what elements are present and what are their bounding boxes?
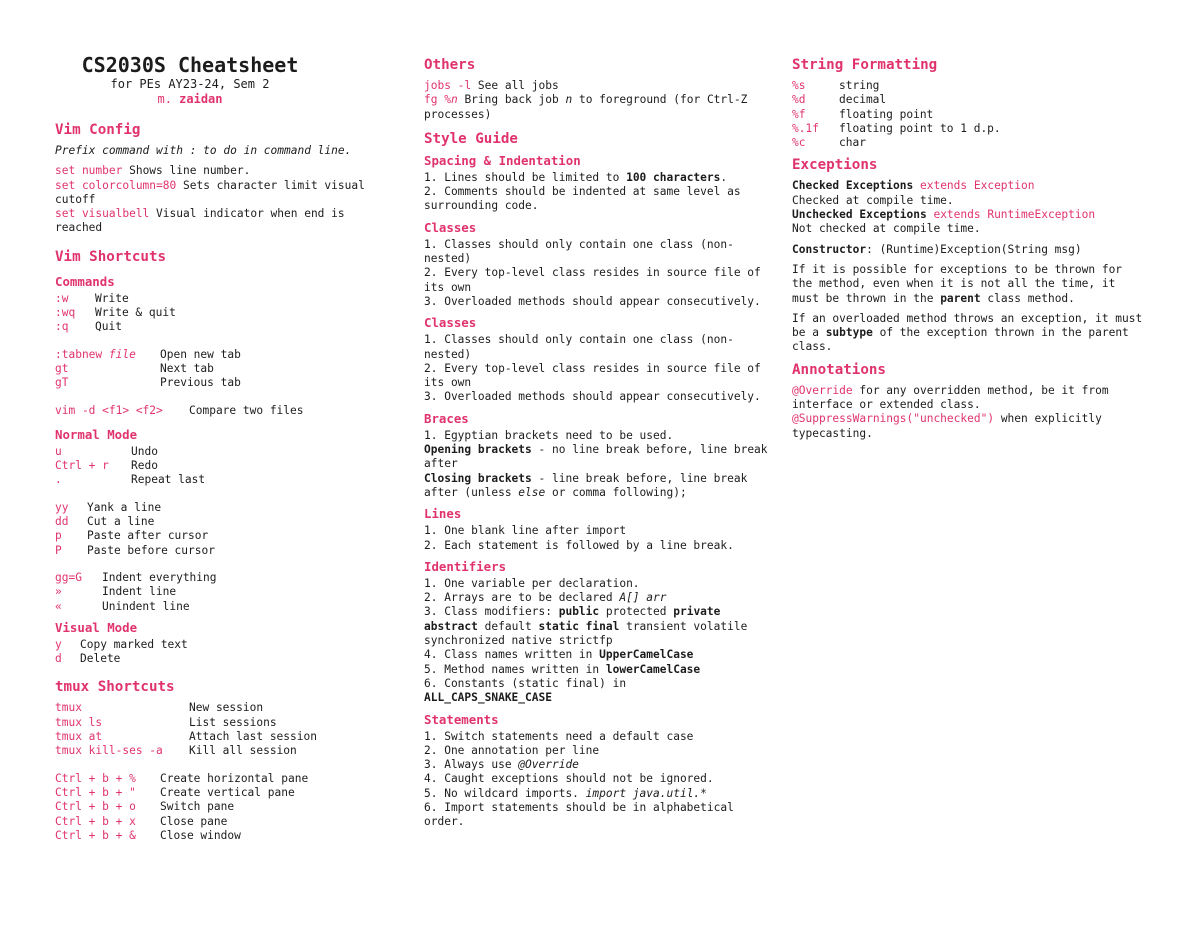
shortcut-row: [55, 473, 390, 487]
spacing-heading: Spacing & Indentation: [424, 152, 581, 168]
tmux-panes-list: [55, 772, 390, 843]
identifiers-heading: Identifiers: [424, 558, 507, 574]
config-cmd: set colorcolumn=80: [55, 178, 177, 192]
unchecked-exceptions: Unchecked Exceptions extends RuntimeException: [792, 208, 1096, 222]
others-fg: fg %n Bring back job n to foreground (for Ctrl-Z processes): [424, 93, 748, 121]
format-key: %c: [792, 136, 806, 150]
shortcut-desc: Close window: [160, 828, 241, 842]
column-2: [424, 52, 774, 830]
shortcut-key: vim -d <f1> <f2>: [55, 403, 163, 417]
lines-list: [424, 524, 774, 553]
list-item: 1. Classes should only contain one class (non-nested): [424, 333, 734, 361]
list-item: 1. Classes should only contain one class (non-nested): [424, 237, 734, 266]
shortcut-desc: Indent everything: [102, 570, 217, 584]
tmux-sessions-list: [55, 701, 390, 758]
shortcut-row: [55, 716, 390, 730]
shortcut-row: [55, 320, 390, 334]
shortcut-key: gg=G: [55, 570, 82, 584]
tabs-list: [55, 348, 390, 391]
format-row: [792, 93, 1147, 107]
commands-heading: Commands: [55, 273, 115, 289]
shortcut-key: :wq: [55, 306, 76, 320]
normal-list-1: [55, 445, 390, 488]
shortcut-key: gt: [55, 361, 69, 375]
commands-list: [55, 292, 390, 335]
shortcut-row: [55, 585, 390, 599]
shortcut-key: tmux at: [55, 730, 103, 744]
shortcut-row: [55, 459, 390, 473]
string-formatting-heading: String Formatting: [792, 57, 938, 73]
checked-exceptions: Checked Exceptions extends Exception: [792, 179, 1035, 193]
config-cmd: set visualbell: [55, 207, 150, 221]
shortcut-key: :w: [55, 291, 69, 305]
vim-config-list: [55, 164, 390, 235]
shortcut-row: [55, 544, 390, 558]
author-initial: m.: [157, 92, 172, 106]
shortcut-desc: New session: [189, 701, 264, 715]
normal-mode-heading: Normal Mode: [55, 426, 138, 442]
config-desc: Shows line number.: [122, 164, 251, 178]
shortcut-row: [55, 744, 390, 758]
shortcut-row: [55, 571, 390, 585]
list-item: 3. Overloaded methods should appear consecutively.: [424, 390, 761, 404]
shortcut-key: d: [55, 652, 62, 666]
vim-config-item: [55, 179, 390, 208]
identifiers-list: 1. One variable per declaration. 2. Arrays are to be declared A[] arr 3. Class modifiers: public protected private abstract default static final transient volatile synchronized native strictfp 4. Class names written in UpperCamelCase 5. Method names written in lowerCamelCase 6. Constants (static final) in ALL_CAPS_SNAKE_CASE: [424, 576, 748, 705]
statements-heading: Statements: [424, 711, 499, 727]
format-row: [792, 108, 1147, 122]
shortcut-key: Ctrl + b + ": [55, 785, 136, 799]
shortcut-desc: Create horizontal pane: [160, 771, 309, 785]
shortcut-row: [55, 376, 390, 390]
shortcut-key: :q: [55, 320, 69, 334]
page-title: CS2030S Cheatsheet: [81, 53, 299, 77]
shortcut-key: Ctrl + b + o: [55, 800, 136, 814]
list-item: 2. Every top-level class resides in source file of its own: [424, 361, 761, 390]
list-item: 2. Each statement is followed by a line break.: [424, 538, 734, 552]
shortcut-key: :tabnew file: [55, 347, 136, 361]
shortcut-desc: Repeat last: [131, 473, 206, 487]
shortcut-desc: Undo: [131, 444, 158, 458]
shortcut-row: [55, 800, 390, 814]
format-key: %s: [792, 79, 806, 92]
vim-config-item: [55, 164, 390, 178]
constructor: Constructor: (Runtime)Exception(String msg): [792, 242, 1082, 256]
jobs-cmd: jobs -l: [424, 79, 472, 92]
shortcut-key: tmux ls: [55, 715, 103, 729]
classes-heading: Classes: [424, 219, 477, 235]
column-1: [55, 52, 390, 856]
format-row: [792, 136, 1147, 150]
shortcut-key: tmux: [55, 701, 82, 715]
shortcut-desc: Kill all session: [189, 744, 297, 758]
shortcut-desc: Create vertical pane: [160, 785, 295, 799]
classes-heading-repeat: Classes: [424, 315, 477, 331]
shortcut-row: [55, 786, 390, 800]
shortcut-key: Ctrl + b + &: [55, 828, 136, 842]
shortcut-key: tmux kill-ses -a: [55, 744, 163, 758]
shortcut-row: [55, 701, 390, 715]
config-desc: Sets character limit visual cutoff: [55, 178, 365, 206]
shortcut-row: [55, 306, 390, 320]
shortcut-key: dd: [55, 515, 69, 529]
shortcut-desc: Open new tab: [160, 347, 241, 361]
classes-list-repeat: [424, 333, 774, 404]
exceptions-overload-rule: If an overloaded method throws an exception, it must be a subtype of the exception thrown in the parent class.: [792, 311, 1143, 354]
lines-heading: Lines: [424, 506, 462, 522]
shortcut-desc: Yank a line: [87, 500, 162, 514]
shortcut-key: Ctrl + r: [55, 459, 109, 473]
shortcut-key: »: [55, 585, 62, 599]
normal-list-2: [55, 501, 390, 558]
format-desc: floating point to 1 d.p.: [839, 121, 1001, 135]
exceptions-parent-rule: If it is possible for exceptions to be thrown for the method, even when it is not all the time, it must be thrown in the parent class method.: [792, 262, 1123, 305]
shortcut-desc: Paste after cursor: [87, 529, 209, 543]
list-item: 1. One blank line after import: [424, 524, 627, 538]
shortcut-row: [55, 652, 390, 666]
format-desc: decimal: [839, 93, 887, 107]
shortcut-row: [55, 529, 390, 543]
braces-heading: Braces: [424, 410, 469, 426]
annotation-override: @Override for any overridden method, be it from interface or extended class.: [792, 383, 1109, 412]
shortcut-row: [55, 515, 390, 529]
shortcut-key: Ctrl + b + %: [55, 771, 136, 785]
page-subtitle: for PEs AY23-24, Sem 2: [110, 77, 270, 91]
shortcut-key: p: [55, 529, 62, 543]
shortcut-key: u: [55, 444, 62, 458]
classes-list: [424, 238, 774, 309]
shortcut-desc: Quit: [95, 320, 122, 334]
format-list: [792, 79, 1147, 150]
shortcut-key: Ctrl + b + x: [55, 814, 136, 828]
shortcut-row: [55, 292, 390, 306]
normal-list-3: [55, 571, 390, 614]
config-cmd: set number: [55, 164, 123, 178]
shortcut-desc: Redo: [131, 459, 158, 473]
others-jobs: jobs -l See all jobs: [424, 79, 559, 92]
shortcut-row: [55, 638, 390, 652]
format-desc: floating point: [839, 107, 934, 121]
vim-config-heading: Vim Config: [55, 122, 141, 138]
shortcut-desc: Indent line: [102, 585, 177, 599]
vim-config-item: [55, 207, 390, 236]
title-block: [55, 53, 325, 107]
shortcut-row: [55, 730, 390, 744]
shortcut-row: [55, 445, 390, 459]
shortcut-desc: Attach last session: [189, 730, 317, 744]
format-key: %.1f: [792, 121, 819, 135]
shortcut-key: .: [55, 473, 62, 487]
shortcut-desc: Copy marked text: [80, 637, 188, 651]
author: [55, 92, 325, 107]
shortcut-row: [55, 829, 390, 843]
format-key: %d: [792, 93, 806, 107]
shortcut-row: [55, 772, 390, 786]
shortcut-desc: Unindent line: [102, 599, 190, 613]
shortcut-desc: Delete: [80, 652, 121, 666]
visual-list: [55, 638, 390, 667]
shortcut-key: «: [55, 599, 62, 613]
format-key: %f: [792, 107, 806, 121]
shortcut-desc: Write & quit: [95, 306, 176, 320]
shortcut-desc: Paste before cursor: [87, 543, 215, 557]
shortcut-row: [55, 362, 390, 376]
format-desc: char: [839, 136, 866, 150]
shortcut-row: [55, 815, 390, 829]
spacing-list: 1. Lines should be limited to 100 characters. 2. Comments should be indented at same level as surrounding code.: [424, 170, 741, 213]
shortcut-desc: Compare two files: [189, 403, 304, 417]
list-item: 3. Overloaded methods should appear consecutively.: [424, 294, 761, 308]
style-guide-heading: Style Guide: [424, 130, 518, 147]
vim-config-note: Prefix command with : to do in command line.: [55, 144, 352, 157]
shortcut-desc: Next tab: [160, 361, 214, 375]
visual-mode-heading: Visual Mode: [55, 619, 138, 635]
tmux-heading: tmux Shortcuts: [55, 679, 175, 696]
column-3: String Formatting %s string %d decimal %f floating point %.1f floating point to 1 d.p. %c char Exceptions Checked Exceptions extends Exception Checked at compile time. Unchecked Exceptions extends RuntimeException Not checked at compile time. Constructor: (Runtime)Exception(String msg) If it is possible for exceptions to be thrown for the method, even when it is not all the time, it must be thrown in the parent class method. If an overloaded method throws an exception, it must be a subtype of the exception thrown in the parent class. Annotations @Override for any overridden method, be it from interface or extended class. @SuppressWarnings("unchecked") when explicitly typecasting.: [792, 52, 1147, 441]
shortcut-desc: Write: [95, 291, 129, 305]
vim-shortcuts-heading: Vim Shortcuts: [55, 248, 167, 265]
shortcut-desc: Previous tab: [160, 376, 241, 390]
annotation-suppress: @SuppressWarnings("unchecked") when explicitly typecasting.: [792, 412, 1102, 440]
shortcut-key: P: [55, 543, 62, 557]
others-heading: Others: [424, 57, 476, 73]
shortcut-desc: Close pane: [160, 814, 228, 828]
shortcut-row: [55, 600, 390, 614]
format-row: [792, 79, 1147, 93]
compare-row: [55, 404, 390, 418]
config-desc: Visual indicator when end is reached: [55, 207, 345, 235]
shortcut-key: gT: [55, 376, 69, 390]
fg-cmd: fg %n: [424, 93, 458, 107]
shortcut-desc: Switch pane: [160, 800, 235, 814]
exceptions-heading: Exceptions: [792, 157, 878, 174]
shortcut-row: [55, 348, 390, 362]
shortcut-desc: List sessions: [189, 715, 277, 729]
shortcut-key: y: [55, 637, 62, 651]
statements-list: 1. Switch statements need a default case 2. One annotation per line 3. Always use @Override 4. Caught exceptions should not be ignored. 5. No wildcard imports. import java.util.* 6. Import statements should be in alphabetical order.: [424, 729, 734, 829]
shortcut-key: yy: [55, 500, 69, 514]
list-item: 2. Every top-level class resides in source file of its own: [424, 266, 761, 294]
format-desc: string: [839, 79, 880, 92]
format-row: [792, 122, 1147, 136]
annotations-heading: Annotations: [792, 361, 886, 378]
shortcut-desc: Cut a line: [87, 515, 155, 529]
shortcut-row: [55, 501, 390, 515]
braces-list: 1. Egyptian brackets need to be used. Opening brackets - no line break before, line break after Closing brackets - line break before, line break after (unless else or comma following);: [424, 428, 768, 499]
author-name: zaidan: [179, 92, 223, 106]
